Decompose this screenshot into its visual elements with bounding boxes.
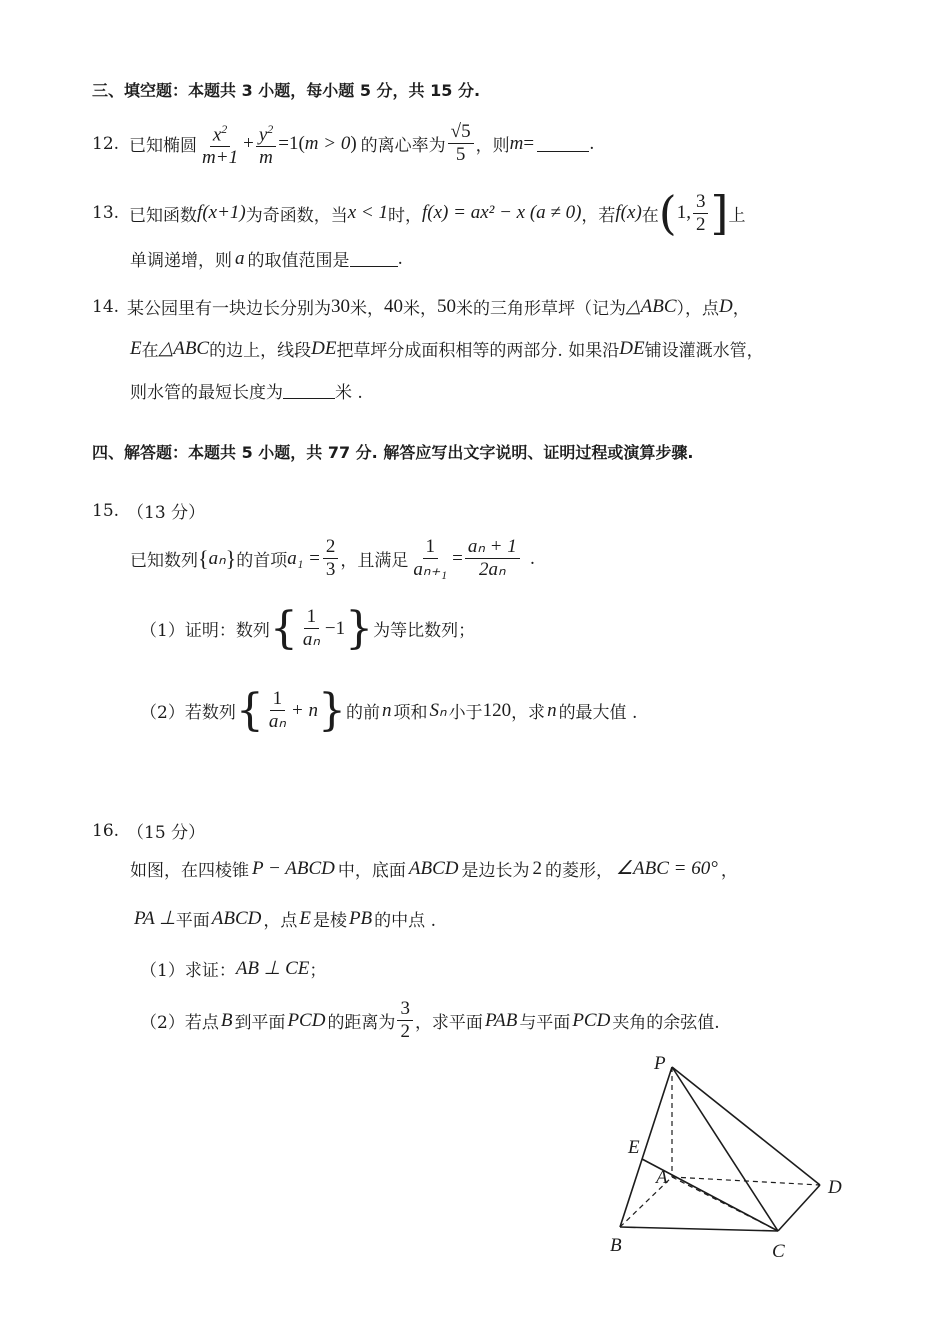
q13-cond: x < 1 [347,202,388,223]
q15-var-n: n [547,699,557,721]
section-4-heading: 四、解答题：本题共 5 小题，共 77 分. 解答应写出文字说明、证明过程或演算步骤. [92,443,694,462]
left-brace: { [198,545,209,571]
q14-segment: DE [619,337,645,359]
question-15-part1 [140,602,476,654]
question-number: 13. [92,203,120,223]
q16-text: ，点 [263,911,298,931]
q15-p1-den: aₙ [302,629,320,650]
q14-triangle: △ABC [626,296,677,317]
q16-part2-label: （2）若点 [140,1013,219,1033]
q15-text: 为等比数列； [373,621,476,641]
q12-mid-text: 的离心率为 [360,136,446,157]
q16-text: 如图，在四棱锥 [130,861,249,881]
q14-text: 某公园里有一块边长分别为 [127,299,332,319]
question-15-header [92,498,205,523]
question-14 [92,294,750,319]
label-a: A [656,1167,668,1188]
q13-text: 在 [641,205,659,226]
q12-fraction-x [199,118,241,169]
label-c: C [772,1241,785,1262]
question-16-part1 [140,956,326,981]
question-16-part2 [140,998,720,1043]
q12-f1-num: x [212,124,222,146]
q13-text: 单调递增，则 [130,251,232,271]
q15-r2-num: aₙ + 1 [465,536,520,559]
q12-f1-sup: 2 [221,122,228,136]
q13-end: . [397,248,403,269]
q14-text: 的边上，线段 [209,341,312,361]
q16-perp: PA ⊥ [134,908,176,929]
q14-point-d: D [719,295,733,317]
left-brace: { [235,684,264,736]
pyramid-figure [590,1045,860,1270]
q14-text: 铺设灌溉水管， [644,341,764,361]
q16-part1-label: （1）求证： [140,961,236,981]
q15-var-n: n [381,699,392,721]
q15-text: 的首项 [236,551,288,571]
q15-text: 小于 [448,703,483,723]
edge-cd [778,1185,820,1231]
right-bracket: ] [710,186,729,240]
q16-text: 是棱 [312,911,347,931]
question-16-header [92,818,205,843]
answer-blank [283,382,335,399]
q15-end: . [529,548,536,569]
q16-text: ， [720,861,738,881]
q15-a1-den: 3 [325,559,336,580]
q14-text: ， [732,299,750,319]
q15-part1-label: （1）证明：数列 [140,621,270,641]
q14-point-e: E [130,337,142,359]
question-13 [92,186,746,240]
q16-plane: ABCD [211,907,262,929]
left-paren: ( [658,186,677,240]
q16-base: ABCD [408,857,459,879]
q12-var: m [509,132,524,154]
q12-f2-sup: 2 [267,122,274,136]
q14-text: 把草坪分成面积相等的两部分. 如果沿 [336,341,620,361]
q13-text: ，若 [581,205,616,226]
q16-plane-pab: PAB [484,1009,518,1031]
question-16-line1 [130,856,738,881]
q15-a1: a₁ = [287,547,321,569]
q16-edge-pb: PB [348,907,373,929]
q15-p2-fraction [266,688,289,733]
q12-f3-den: 5 [455,144,466,166]
q16-text: 平面 [175,911,210,931]
q14-text: 米的三角形草坪（记为 [456,299,627,319]
q14-text: 米 . [335,383,363,403]
q12-condition: m > 0 [304,132,351,154]
question-score: （13 分） [127,503,206,523]
q12-fraction-y [256,118,276,169]
q12-fraction-ecc [448,121,474,166]
q13-fx2: f(x) [615,202,642,223]
q12-end: . [589,133,595,154]
q14-value: 50 [437,295,457,317]
q14-triangle: △ABC [158,338,210,359]
right-brace: } [345,602,374,654]
question-16-line2 [134,906,436,931]
q14-text: 在 [141,341,159,361]
q13-interval-fraction [693,191,709,236]
q14-text: 米， [350,299,385,319]
q16-text: ，求平面 [414,1013,483,1033]
question-14-line3 [130,378,363,403]
q13-text: 已知函数 [129,205,198,226]
q14-value: 30 [331,295,351,317]
label-d: D [828,1177,842,1198]
q15-p1-minus: −1 [324,617,346,639]
q16-value: 2 [532,857,542,879]
q13-text: 时， [388,205,422,226]
question-15-part2 [140,684,638,736]
q15-p2-den: aₙ [268,711,286,732]
q14-text: 则水管的最短长度为 [130,383,283,403]
q12-close: ) [350,132,357,154]
q15-r-den: aₙ₊₁ [413,559,448,580]
q15-text: 的最大值 . [558,703,638,723]
q12-suffix: ，则 [475,136,510,157]
q16-text: 夹角的余弦值. [612,1013,720,1033]
q12-eq: =1( [278,132,305,154]
q16-text: 中，底面 [337,861,406,881]
q16-pyramid: P − ABCD [252,857,335,879]
q15-text: ，且满足 [340,551,409,571]
q13-var: a [235,247,245,269]
q12-f3-num: √5 [448,121,474,144]
edge-pd [672,1067,820,1185]
q12-plus: + [243,132,254,154]
q16-point-e: E [299,907,311,929]
question-12 [92,118,594,169]
q13-fx1: f(x+1) [197,202,246,223]
q16-p1-expr: AB ⊥ CE [235,958,310,979]
q15-text: 已知数列 [130,551,198,571]
label-b: B [610,1235,622,1256]
q13-text: 为奇函数，当 [245,205,348,226]
q15-p1-fraction [300,606,323,651]
q13-int-den: 2 [695,213,706,235]
q14-segment: DE [311,337,337,359]
q15-p2-plus: + n [290,699,318,721]
q13-interval-left: 1, [676,202,691,223]
q14-value: 40 [384,295,404,317]
q13-text: 上 [728,205,746,226]
q15-text: 的前 [345,703,380,723]
q14-text: ），点 [676,299,720,319]
question-number: 15. [92,500,120,521]
q12-eq2: = [523,132,535,154]
right-brace: } [225,545,237,571]
answer-blank [537,135,589,152]
question-13-line2 [130,246,403,271]
q15-part2-label: （2）若数列 [140,703,236,723]
q16-text: 的距离为 [327,1013,396,1033]
q12-f2-num: y [258,124,268,146]
edge-pc [672,1067,778,1231]
left-brace: { [269,602,298,654]
question-15-stem [130,536,535,581]
q16-text: 到平面 [234,1013,286,1033]
question-number: 12. [92,133,120,154]
q15-recursion-right [465,536,520,581]
edge-bc [620,1227,778,1231]
q16-plane-pcd: PCD [287,1009,326,1031]
answer-blank [350,250,398,267]
q16-plane-pcd: PCD [572,1009,611,1031]
q16-text: 的中点 . [374,911,436,931]
q12-f2-den: m [259,147,273,169]
q16-text: 的菱形， [544,861,613,881]
q15-text: 项和 [393,703,428,723]
q15-recursion-left [410,536,450,581]
q16-text: ； [309,961,327,981]
q15-sum: Sₙ [429,700,447,721]
q16-p2-num: 3 [397,998,413,1021]
q15-a1-num: 2 [323,536,339,559]
question-score: （15 分） [127,823,206,843]
question-14-line2 [130,336,764,361]
q15-r2-den: 2aₙ [478,559,506,580]
q16-angle: ∠ABC = 60° [615,858,718,879]
q13-fdef: f(x) = ax² − x (a ≠ 0) [422,202,582,223]
q15-eq: = [452,547,463,569]
q15-p2-num: 1 [270,688,286,711]
q15-value: 120 [482,699,512,721]
section-3-heading: 三、填空题：本题共 3 小题，每小题 5 分，共 15 分. [92,81,481,100]
q12-f1-den: m+1 [202,147,239,169]
q13-text: 的取值范围是 [247,251,350,271]
q15-p1-num: 1 [304,606,320,629]
q15-sequence: aₙ [208,548,226,569]
question-number: 16. [92,820,120,841]
right-brace: } [317,684,346,736]
q15-text: ，求 [511,703,546,723]
q15-r-num: 1 [423,536,439,559]
question-number: 14. [92,296,120,317]
q13-int-num: 3 [693,191,709,214]
label-p: P [654,1053,666,1074]
label-e: E [628,1137,640,1158]
q16-p2-den: 2 [400,1021,410,1042]
q16-text: 是边长为 [461,861,530,881]
q16-text: 与平面 [519,1013,571,1033]
q15-a1-fraction [323,536,339,581]
q16-distance-fraction [397,998,413,1043]
q14-text: 米， [403,299,438,319]
edge-ad [672,1177,820,1185]
q12-prefix: 已知椭圆 [129,136,198,157]
edge-ac [672,1177,778,1231]
q16-point-b: B [220,1009,233,1031]
